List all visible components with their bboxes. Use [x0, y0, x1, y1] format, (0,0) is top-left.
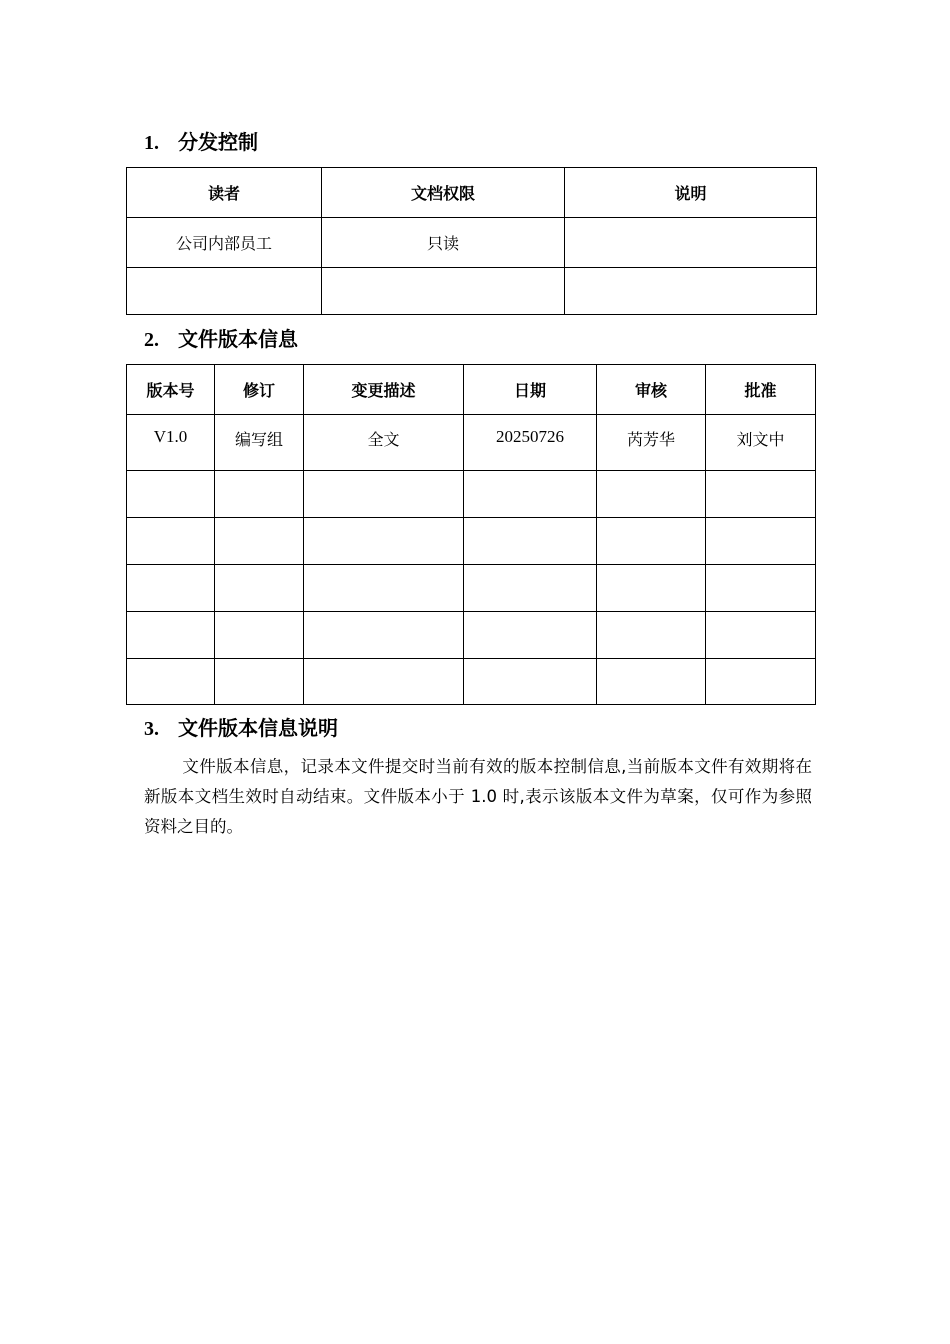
table-cell: [215, 471, 304, 518]
table-cell: [215, 518, 304, 565]
header-change-description: 变更描述: [304, 365, 464, 415]
table-cell: [127, 565, 215, 612]
header-revision: 修订: [215, 365, 304, 415]
table-cell: 芮芳华: [597, 415, 706, 471]
table-cell: [127, 518, 215, 565]
table-cell: [304, 518, 464, 565]
table-cell: [215, 612, 304, 659]
table-cell: [565, 218, 817, 268]
table-cell: 刘文中: [706, 415, 816, 471]
section-1-heading: [144, 126, 258, 155]
header-date: 日期: [464, 365, 597, 415]
header-reader: 读者: [127, 168, 322, 218]
section-3-title: 文件版本信息说明: [178, 718, 338, 740]
table-row: [127, 612, 816, 659]
table-cell: [304, 659, 464, 705]
table-cell: 20250726: [464, 415, 597, 471]
section-3-heading: [144, 712, 338, 741]
header-approval: 批准: [706, 365, 816, 415]
table-cell: [304, 565, 464, 612]
section-2-title: 文件版本信息: [178, 329, 298, 351]
section-1-number: 1.: [144, 132, 159, 154]
table-cell: [464, 565, 597, 612]
table-cell: [464, 659, 597, 705]
table-cell: [464, 612, 597, 659]
table-cell: [706, 612, 816, 659]
table-cell: [706, 659, 816, 705]
table-cell: [215, 565, 304, 612]
table-cell: [127, 268, 322, 315]
version-info-explanation: [144, 752, 812, 842]
header-doc-permission: 文档权限: [322, 168, 565, 218]
table-row: [127, 218, 817, 268]
table-cell: [127, 659, 215, 705]
header-version: 版本号: [127, 365, 215, 415]
table-cell: [565, 268, 817, 315]
version-info-table: [126, 364, 816, 705]
table-row: [127, 565, 816, 612]
table-cell: [304, 612, 464, 659]
header-review: 审核: [597, 365, 706, 415]
section-1-title: 分发控制: [178, 132, 258, 154]
distribution-control-table: [126, 167, 817, 315]
table-cell: [127, 471, 215, 518]
table-cell: [215, 659, 304, 705]
section-2-number: 2.: [144, 329, 159, 351]
table-cell: [597, 518, 706, 565]
table-row: [127, 268, 817, 315]
table-cell: [597, 471, 706, 518]
section-3-number: 3.: [144, 718, 159, 740]
table-cell: [706, 471, 816, 518]
table-cell: [464, 471, 597, 518]
table-row: [127, 471, 816, 518]
table-cell: [597, 565, 706, 612]
table-cell: [464, 518, 597, 565]
table-cell: 只读: [322, 218, 565, 268]
table-cell: [706, 565, 816, 612]
table-row: [127, 518, 816, 565]
table-cell: 全文: [304, 415, 464, 471]
table-header-row: [127, 365, 816, 415]
table-cell: [597, 659, 706, 705]
table-row: [127, 659, 816, 705]
section-2-heading: [144, 323, 298, 352]
table-cell: 公司内部员工: [127, 218, 322, 268]
paragraph-text: 文件版本信息，记录本文件提交时当前有效的版本控制信息,当前版本文件有效期将在新版本文档生效时自动结束。文件版本小于 1.0 时,表示该版本文件为草案，仅可作为参照资料之目的。: [144, 757, 812, 836]
table-cell: [597, 612, 706, 659]
table-cell: V1.0: [127, 415, 215, 471]
table-header-row: [127, 168, 817, 218]
table-cell: [322, 268, 565, 315]
table-cell: [706, 518, 816, 565]
table-cell: [127, 612, 215, 659]
table-cell: [304, 471, 464, 518]
table-row: [127, 415, 816, 471]
table-cell: 编写组: [215, 415, 304, 471]
header-description: 说明: [565, 168, 817, 218]
